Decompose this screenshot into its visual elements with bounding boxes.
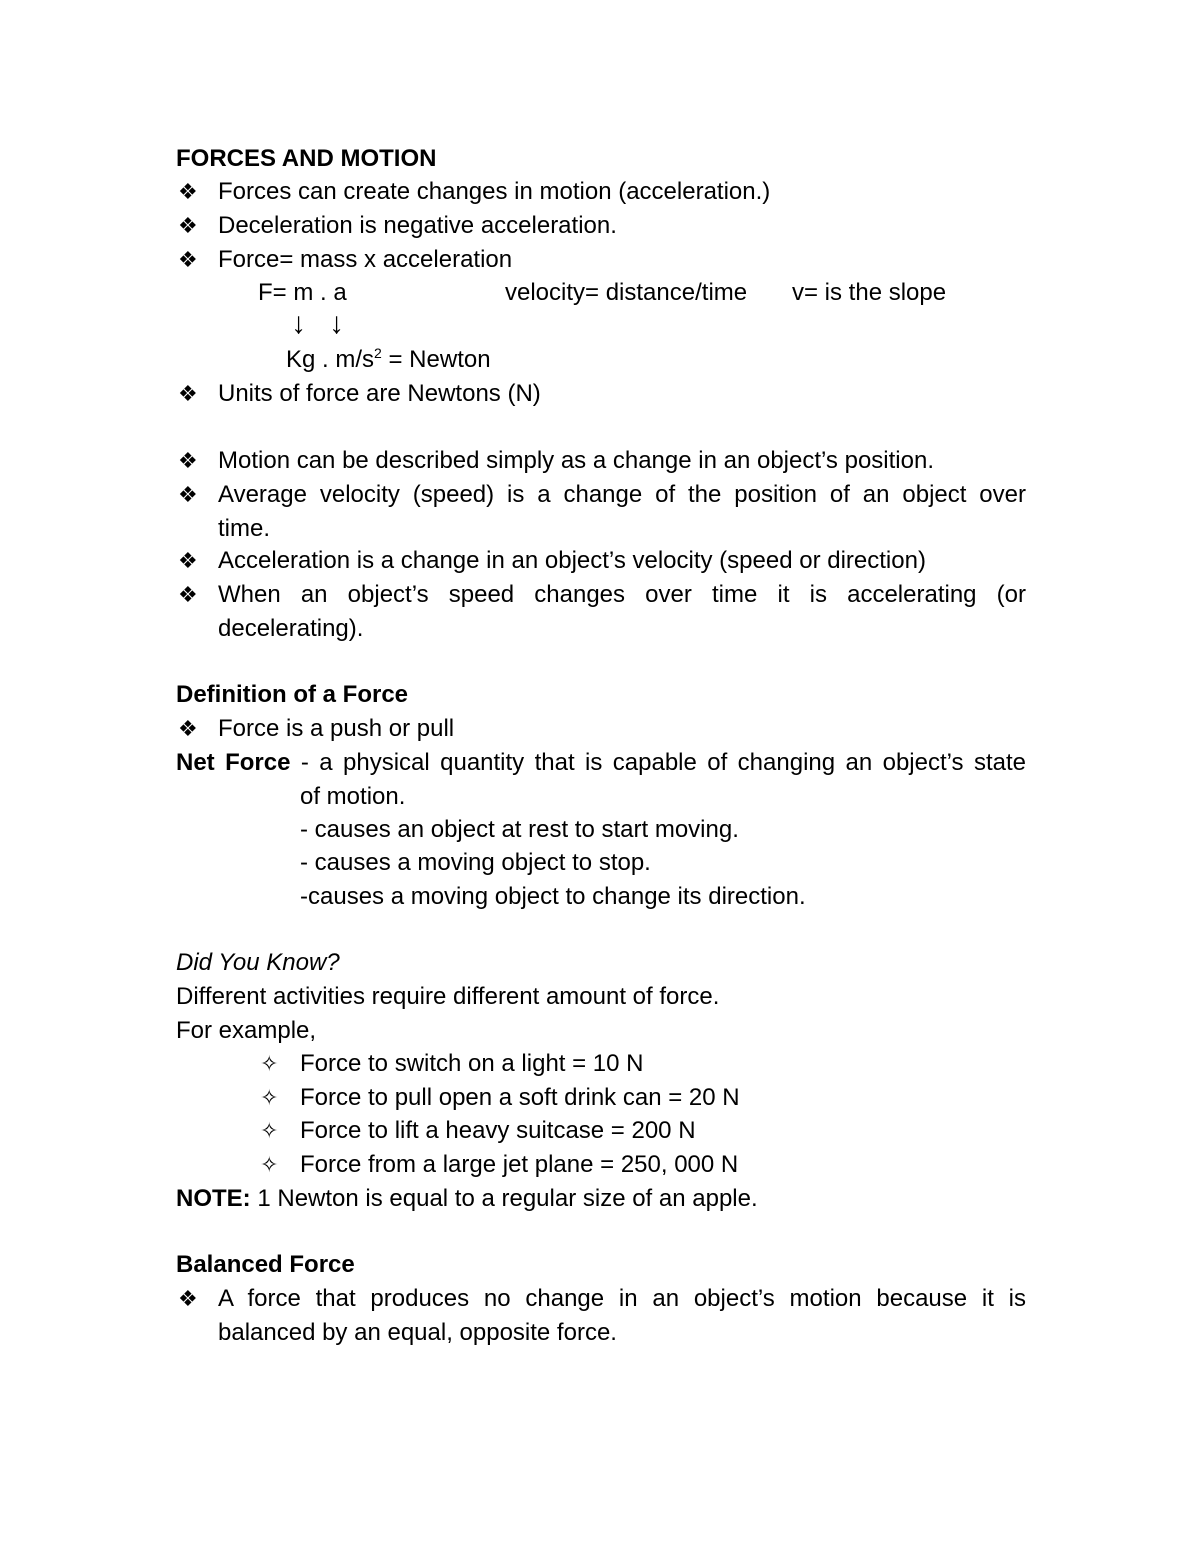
star-bullet-icon: ✧: [260, 1051, 279, 1076]
bullet-text-continued: decelerating).: [218, 615, 364, 642]
bullet-icon: ❖: [178, 213, 198, 238]
star-bullet-icon: ✧: [260, 1118, 279, 1143]
net-force-label: Net Force: [176, 749, 291, 776]
note-text: 1 Newton is equal to a regular size of an apple.: [250, 1185, 758, 1212]
note-label: NOTE:: [176, 1185, 251, 1212]
star-bullet-icon: ✧: [260, 1152, 279, 1177]
net-force-definition: [176, 746, 1026, 780]
example-item: Force to lift a heavy suitcase = 200 N: [300, 1117, 696, 1144]
units-base: Kg . m/s: [286, 346, 375, 373]
bullet-text: Acceleration is a change in an object’s velocity (speed or direction): [218, 547, 926, 574]
bullet-text: When an object’s speed changes over time it is accelerating (or: [218, 581, 1026, 608]
bullet-text: Forces can create changes in motion (acceleration.): [218, 178, 771, 205]
formula-slope: v= is the slope: [792, 279, 947, 306]
example-item: Force from a large jet plane = 250, 000 N: [300, 1151, 739, 1178]
bullet-icon: ❖: [178, 179, 198, 204]
bullet-text: Average velocity (speed) is a change of the position of an object over: [218, 481, 1026, 508]
bullet-text: Force is a push or pull: [218, 715, 455, 742]
net-force-effect: - causes a moving object to stop.: [300, 849, 651, 876]
bullet-text-continued: balanced by an equal, opposite force.: [218, 1319, 617, 1346]
net-force-effect: -causes a moving object to change its direction.: [300, 883, 806, 910]
bullet-icon: ❖: [178, 582, 198, 607]
bullet-text: Units of force are Newtons (N): [218, 380, 541, 407]
section-heading-definition: Definition of a Force: [176, 681, 409, 708]
bullet-icon: ❖: [178, 482, 198, 507]
units-result: = Newton: [381, 346, 491, 373]
bullet-icon: ❖: [178, 381, 198, 406]
star-bullet-icon: ✧: [260, 1085, 279, 1110]
formula-fma: F= m . a: [258, 279, 347, 306]
did-you-know-text: Different activities require different amount of force.: [176, 983, 720, 1010]
did-you-know-text: For example,: [176, 1017, 317, 1044]
net-force-text: - a physical quantity that is capable of changing an object’s state: [290, 749, 1026, 776]
bullet-text-continued: time.: [218, 515, 271, 542]
page-title: FORCES AND MOTION: [176, 145, 437, 172]
arrow-down-icon: ↓: [329, 307, 344, 340]
bullet-icon: ❖: [178, 448, 198, 473]
net-force-continued: of motion.: [300, 783, 406, 810]
bullet-text: A force that produces no change in an object’s motion because it is: [218, 1285, 1026, 1312]
bullet-text: Force= mass x acceleration: [218, 246, 513, 273]
example-item: Force to switch on a light = 10 N: [300, 1050, 644, 1077]
units-exponent: 2: [374, 345, 382, 361]
bullet-icon: ❖: [178, 247, 198, 272]
section-heading-balanced: Balanced Force: [176, 1251, 355, 1278]
bullet-icon: ❖: [178, 1286, 198, 1311]
formula-units: [286, 343, 491, 377]
bullet-icon: ❖: [178, 716, 198, 741]
note: [176, 1182, 758, 1216]
example-item: Force to pull open a soft drink can = 20 N: [300, 1084, 740, 1111]
net-force-effect: - causes an object at rest to start moving.: [300, 816, 739, 843]
bullet-text: Deceleration is negative acceleration.: [218, 212, 617, 239]
bullet-icon: ❖: [178, 548, 198, 573]
bullet-text: Motion can be described simply as a change in an object’s position.: [218, 447, 934, 474]
formula-velocity: velocity= distance/time: [505, 279, 748, 306]
section-heading-did-you-know: Did You Know?: [176, 949, 340, 976]
arrow-down-icon: ↓: [291, 307, 306, 340]
